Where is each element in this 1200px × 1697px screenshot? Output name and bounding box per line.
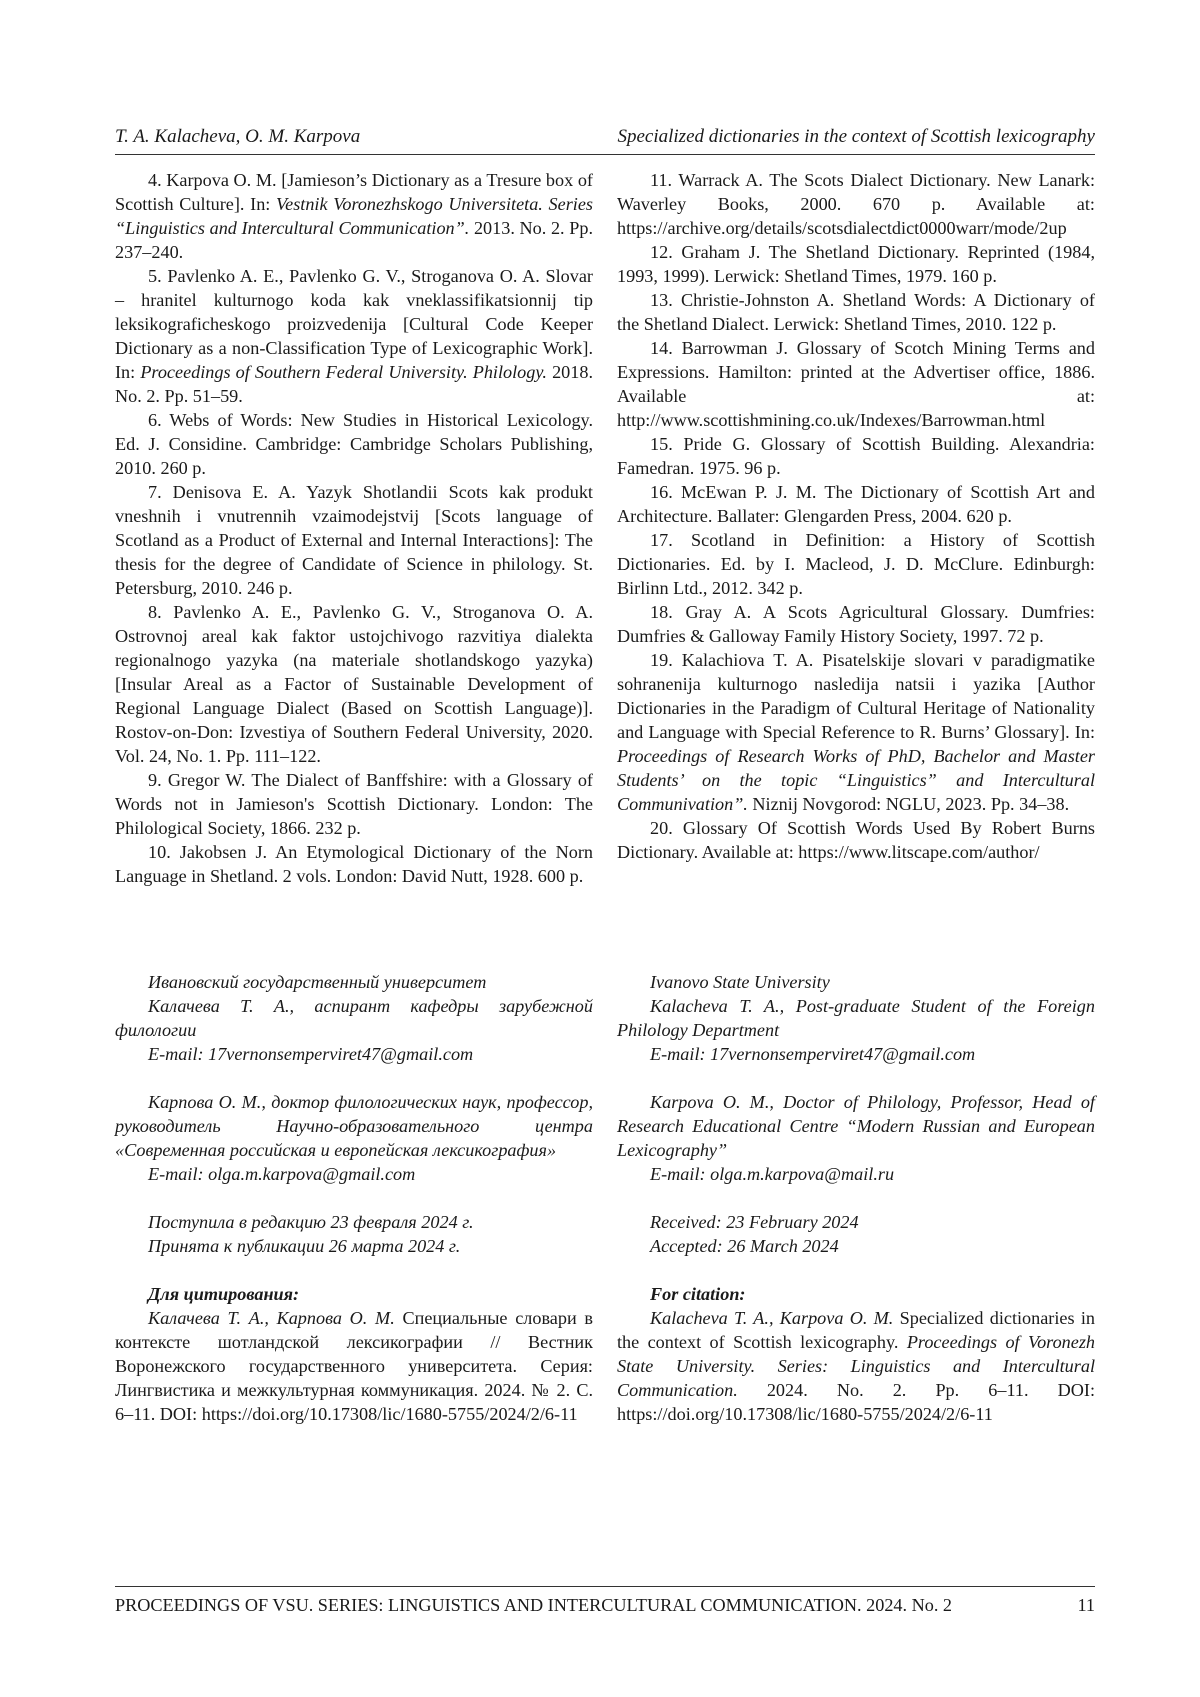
footer-journal-name: PROCEEDINGS OF VSU. SERIES: LINGUISTICS AND INTERCULTURAL COMMUNICATION. 2024. No. 2 bbox=[115, 1595, 953, 1615]
citation-heading: For citation: bbox=[650, 1284, 746, 1304]
page-footer bbox=[115, 1586, 1095, 1615]
received-date: Received: 23 February 2024 bbox=[650, 1212, 859, 1232]
citation-text: Kalacheva T. A., Karpova O. M. Specialized dictionaries in the context of Scottish lexicography. Proceedings of Voronezh State University. Series: Linguistics and Intercultural Communication. 2024. No. 2. Pp. 6–11. DOI: https://doi.org/10.17308/lic/1680-5755/2024/2/6-11 bbox=[617, 1308, 1096, 1424]
reference-item: 16. McEwan P. J. M. The Dictionary of Scottish Art and Architecture. Ballater: Glengarden Press, 2004. 620 p. bbox=[617, 482, 1095, 526]
reference-item: 5. Pavlenko A. E., Pavlenko G. V., Stroganova O. A. Slovar – hranitel kulturnogo koda kak vneklassifikatsionnij tip leksikograficheskogo proizvedenija [Cultural Code Keeper Dictionary as a non-Classification Type of Lexicographic Work]. In: Proceedings of Southern Federal University. Philology. 2018. No. 2. Pp. 51–59. bbox=[115, 266, 593, 406]
reference-item: 20. Glossary Of Scottish Words Used By Robert Burns Dictionary. Available at: https://www.litscape.com/author/ bbox=[617, 818, 1095, 862]
author-info-english bbox=[617, 970, 1095, 1450]
author2-affiliation: Karpova O. M., Doctor of Philology, Professor, Head of Research Educational Centre “Modern Russian and European Lexicography” bbox=[617, 1092, 1095, 1160]
reference-item: 15. Pride G. Glossary of Scottish Building. Alexandria: Famedran. 1975. 96 p. bbox=[617, 434, 1095, 478]
reference-item: 18. Gray A. A Scots Agricultural Glossary. Dumfries: Dumfries & Galloway Family History Society, 1997. 72 p. bbox=[617, 602, 1095, 646]
reference-item: 11. Warrack A. The Scots Dialect Dictionary. New Lanark: Waverley Books, 2000. 670 p. Available at: https://archive.org/details/scotsdialectdict0000warr/mode/2up bbox=[617, 170, 1095, 238]
author2-email: E-mail: olga.m.karpova@gmail.com bbox=[148, 1164, 416, 1184]
citation-heading: Для цитирования: bbox=[148, 1284, 300, 1304]
accepted-date: Принята к публикации 26 марта 2024 г. bbox=[148, 1236, 461, 1256]
author1-email: E-mail: 17vernonsemperviret47@gmail.com bbox=[148, 1044, 474, 1064]
received-date: Поступила в редакцию 23 февраля 2024 г. bbox=[148, 1212, 474, 1232]
reference-item: 17. Scotland in Definition: a History of Scottish Dictionaries. Ed. by I. Macleod, J. D. McClure. Edinburgh: Birlinn Ltd., 2012. 342 p. bbox=[617, 530, 1095, 598]
author-info-russian bbox=[115, 970, 593, 1450]
reference-item: 4. Karpova O. M. [Jamieson’s Dictionary as a Tresure box of Scottish Culture]. In: Vestnik Voronezhskogo Universiteta. Series “Linguistics and Intercultural Communication”. 2013. No. 2. Pp. 237–240. bbox=[115, 170, 594, 262]
references-left-column bbox=[115, 168, 593, 888]
author1-email: E-mail: 17vernonsemperviret47@gmail.com bbox=[650, 1044, 976, 1064]
running-head-title: Specialized dictionaries in the context of Scottish lexicography bbox=[617, 126, 1095, 147]
author2-email: E-mail: olga.m.karpova@mail.ru bbox=[650, 1164, 895, 1184]
citation-text: Калачева Т. А., Карпова О. М. Специальные словари в контексте шотландской лексикографии // Вестник Воронежского государственного университета. Серия: Лингвистика и межкультурная коммуникация. 2024. № 2. С. 6–11. DOI: https://doi.org/10.17308/lic/1680-5755/2024/2/6-11 bbox=[115, 1308, 593, 1424]
reference-item: 12. Graham J. The Shetland Dictionary. Reprinted (1984, 1993, 1999). Lerwick: Shetland Times, 1979. 160 p. bbox=[617, 242, 1095, 286]
reference-item: 7. Denisova E. A. Yazyk Shotlandii Scots kak produkt vneshnih i vnutrennih vzaimodejstvij [Scots language of Scotland as a Product of External and Internal Interactions]: The thesis for the degree of Candidate of Science in philology. St. Petersburg, 2010. 246 p. bbox=[115, 482, 593, 598]
reference-item: 6. Webs of Words: New Studies in Historical Lexicology. Ed. J. Considine. Cambridge: Cambridge Scholars Publishing, 2010. 260 p. bbox=[115, 410, 593, 478]
author1-affiliation: Калачева Т. А., аспирант кафедры зарубежной филологии bbox=[115, 996, 593, 1040]
university-name: Ivanovo State University bbox=[650, 972, 830, 992]
running-head bbox=[115, 124, 1095, 155]
reference-item: 19. Kalachiova T. A. Pisatelskije slovari v paradigmatike sohranenija kulturnogo nasledija natsii i yazika [Author Dictionaries in the Paradigm of Cultural Heritage of Nationality and Language with Special Reference to R. Burns’ Glossary]. In: Proceedings of Research Works of PhD, Bachelor and Master Students’ on the topic “Linguistics” and Intercultural Communivation”. Niznij Novgorod: NGLU, 2023. Pp. 34–38. bbox=[617, 650, 1095, 814]
reference-item: 10. Jakobsen J. An Etymological Dictionary of the Norn Language in Shetland. 2 vols. London: David Nutt, 1928. 600 p. bbox=[115, 842, 593, 886]
author1-affiliation: Kalacheva T. A., Post-graduate Student of the Foreign Philology Department bbox=[617, 996, 1095, 1040]
running-head-authors: T. A. Kalacheva, O. M. Karpova bbox=[115, 126, 361, 147]
references-right-column bbox=[617, 168, 1095, 864]
reference-item: 9. Gregor W. The Dialect of Banffshire: with a Glossary of Words not in Jamieson's Scottish Dictionary. London: The Philological Society, 1866. 232 p. bbox=[115, 770, 593, 838]
author2-affiliation: Карпова О. М., доктор филологических наук, профессор, руководитель Научно-образовательного центра «Современная российская и европейская лексикография» bbox=[115, 1092, 593, 1160]
reference-item: 13. Christie-Johnston A. Shetland Words: A Dictionary of the Shetland Dialect. Lerwick: Shetland Times, 2010. 122 p. bbox=[617, 290, 1095, 334]
university-name: Ивановский государственный университет bbox=[148, 972, 487, 992]
accepted-date: Accepted: 26 March 2024 bbox=[650, 1236, 839, 1256]
page-number: 11 bbox=[1077, 1595, 1095, 1615]
reference-item: 14. Barrowman J. Glossary of Scotch Mining Terms and Expressions. Hamilton: printed at the Advertiser office, 1886. Available at: http://www.scottishmining.co.uk/Indexes/Barrowman.html bbox=[617, 338, 1095, 430]
reference-item: 8. Pavlenko A. E., Pavlenko G. V., Stroganova O. A. Ostrovnoj areal kak faktor ustojchivogo razvitiya dialekta regionalnogo yazyka (na materiale shotlandskogo yazyka) [Insular Areal as a Factor of Sustainable Development of Regional Language Dialect (Based on Scottish Language)]. Rostov-on-Don: Izvestiya of Southern Federal University, 2020. Vol. 24, No. 1. Pp. 111–122. bbox=[115, 602, 593, 766]
